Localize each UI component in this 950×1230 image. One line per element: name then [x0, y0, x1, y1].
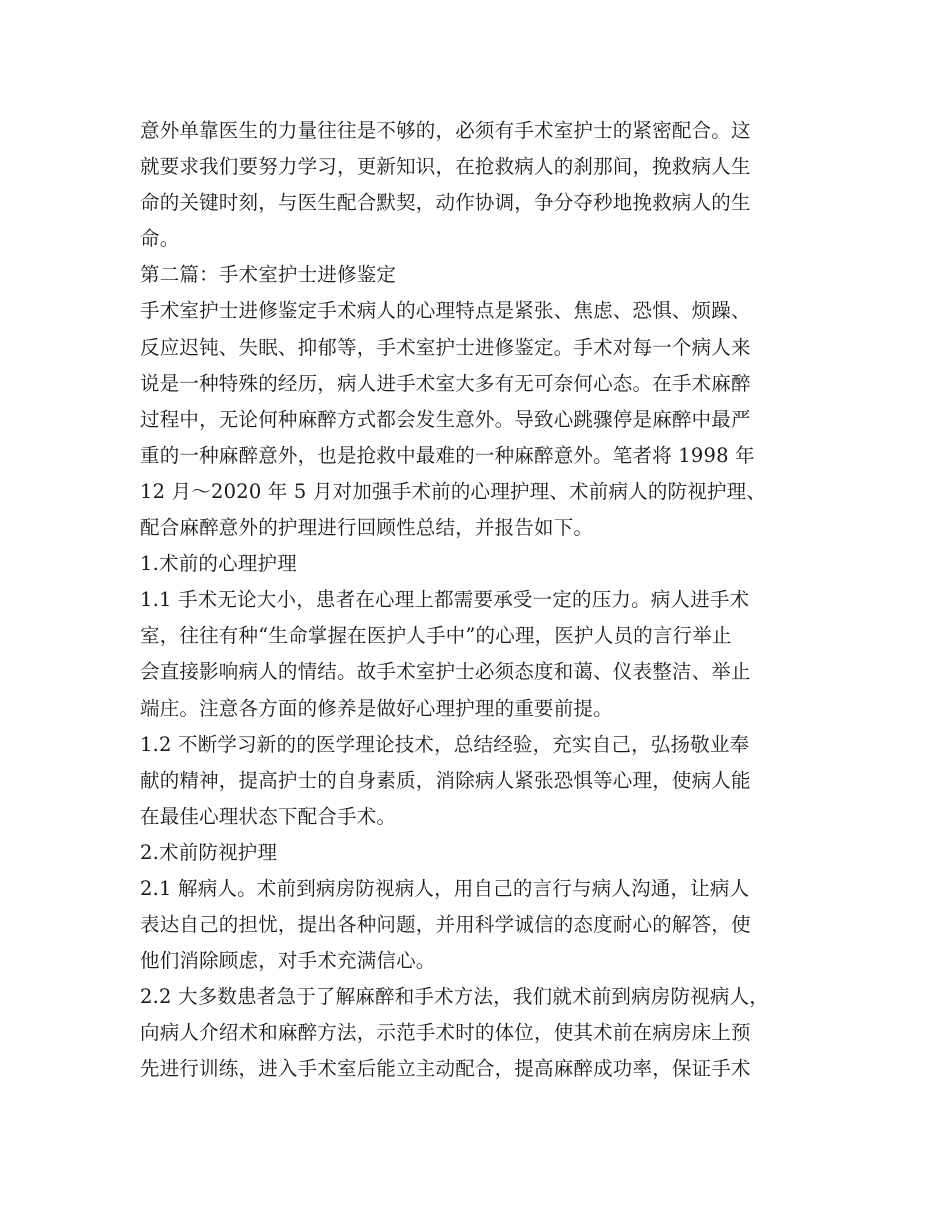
text-line: 说是一种特殊的经历，病人进手术室大多有无可奈何心态。在手术麻醉 — [140, 371, 751, 395]
text-line: 2.2 大多数患者急于了解麻醉和手术方法，我们就术前到病房防视病人， — [140, 985, 770, 1009]
text-line: 献的精神，提高护士的自身素质，消除病人紧张恐惧等心理，使病人能 — [140, 768, 751, 792]
text-line: 1.1 手术无论大小，患者在心理上都需要承受一定的压力。病人进手术 — [140, 588, 750, 612]
document-body — [140, 113, 820, 1088]
text-line: 表达自己的担忧，提出各种问题，并用科学诚信的态度耐心的解答，使 — [140, 913, 751, 937]
text-line: 1.2 不断学习新的的医学理论技术，总结经验，充实自己，弘扬敬业奉 — [140, 732, 750, 756]
text-line: 就要求我们要努力学习，更新知识，在抢救病人的刹那间，挽救病人生 — [140, 155, 751, 179]
subsection-heading: 2.术前防视护理 — [140, 840, 278, 864]
text-line: 会直接影响病人的情结。故手术室护士必须态度和蔼、仪表整洁、举止 — [140, 660, 751, 684]
subsection-heading: 1.术前的心理护理 — [140, 552, 297, 576]
text-line: 2.1 解病人。术前到病房防视病人，用自己的言行与病人沟通，让病人 — [140, 876, 750, 900]
text-line: 配合麻醉意外的护理进行回顾性总结，并报告如下。 — [140, 516, 594, 540]
text-line: 意外单靠医生的力量往往是不够的，必须有手术室护士的紧密配合。这 — [140, 119, 751, 142]
text-line: 室，往往有种“生命掌握在医护人手中”的心理，医护人员的言行举止 — [140, 624, 732, 648]
section-heading: 第二篇：手术室护士进修鉴定 — [140, 263, 397, 287]
text-line: 重的一种麻醉意外，也是抢救中最难的一种麻醉意外。笔者将 1998 年 — [140, 443, 755, 467]
text-line: 反应迟钝、失眠、抑郁等，手术室护士进修鉴定。手术对每一个病人来 — [140, 335, 751, 359]
text-line: 命的关键时刻，与医生配合默契，动作协调，争分夺秒地挽救病人的生 — [140, 191, 751, 215]
text-line: 他们消除顾虑，对手术充满信心。 — [140, 949, 436, 973]
text-line: 12 月～2020 年 5 月对加强手术前的心理护理、术前病人的防视护理、 — [140, 479, 767, 503]
text-line: 命。 — [140, 227, 180, 251]
text-line: 在最佳心理状态下配合手术。 — [140, 804, 397, 828]
text-line: 过程中，无论何种麻醉方式都会发生意外。导致心跳骤停是麻醉中最严 — [140, 407, 751, 431]
text-line: 端庄。注意各方面的修养是做好心理护理的重要前提。 — [140, 696, 613, 720]
text-line: 手术室护士进修鉴定手术病人的心理特点是紧张、焦虑、恐惧、烦躁、 — [140, 299, 751, 323]
text-line: 向病人介绍术和麻醉方法，示范手术时的体位，使其术前在病房床上预 — [140, 1021, 751, 1045]
text-line: 先进行训练，进入手术室后能立主动配合，提高麻醉成功率，保证手术 — [140, 1057, 751, 1081]
